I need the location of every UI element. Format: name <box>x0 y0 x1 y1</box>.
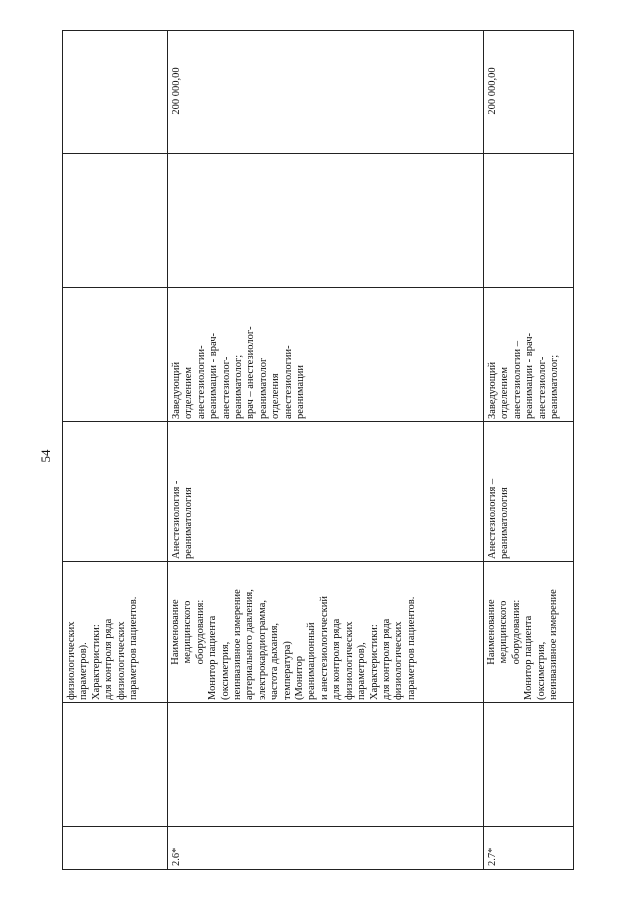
profile-line: реаниматология <box>183 487 195 559</box>
equipment-line: физиологических <box>343 621 355 700</box>
equipment-table <box>62 30 574 870</box>
equipment-line: Монитор пациента <box>523 615 535 700</box>
equipment-line: реанимационный <box>306 622 318 700</box>
equipment-line: медицинского <box>498 600 510 664</box>
table-row-1-number: 2.6* <box>171 847 182 866</box>
equipment-line: физиологических <box>66 621 77 700</box>
position-line: анестезиологии- <box>282 345 294 419</box>
position-line: анестезиологии- <box>195 345 207 419</box>
position-line: реанимации - врач- <box>524 333 536 419</box>
equipment-line: физиологических <box>115 621 127 700</box>
column-divider <box>63 421 573 422</box>
row-divider <box>483 31 484 869</box>
equipment-line: оборудования: <box>510 599 522 665</box>
equipment-line: параметров), <box>356 642 368 700</box>
position-line: реанимации - врач- <box>208 333 220 419</box>
equipment-line: Монитор пациента <box>207 615 219 700</box>
equipment-line: Характеристики: <box>90 624 102 700</box>
column-divider <box>63 287 573 288</box>
equipment-line: неинвазивное измерение <box>548 589 560 700</box>
position-line: реанимации <box>295 364 307 419</box>
position-line: реаниматолог <box>257 357 269 419</box>
equipment-line: и анестезиологический <box>318 596 330 700</box>
table-row-2-profile <box>487 424 512 559</box>
equipment-line: Наименование <box>486 599 497 665</box>
table-row-1-equipment <box>170 564 418 700</box>
position-line: отделением <box>499 366 511 419</box>
column-divider <box>63 561 573 562</box>
equipment-line: электрокардиограмма, <box>256 599 268 700</box>
equipment-line: для контроля ряда <box>331 618 343 700</box>
equipment-line: для контроля ряда <box>380 618 392 700</box>
equipment-line: для контроля ряда <box>103 618 115 700</box>
equipment-line: параметров). <box>78 642 90 700</box>
position-line: врач – анестезиолог- <box>245 326 257 419</box>
equipment-line: (оксиметрия, <box>535 641 547 700</box>
column-divider <box>63 826 573 827</box>
table-row-0-equipment <box>66 564 140 700</box>
position-line: отделения <box>270 373 282 419</box>
profile-line: Анестезиология - <box>171 480 182 559</box>
position-line: анестезиолог- <box>536 356 548 419</box>
row-divider <box>167 31 168 869</box>
table-row-2-number: 2.7* <box>487 847 498 866</box>
position-line: Заведующий <box>171 361 182 419</box>
table-row-1-price: 200 000,00 <box>171 67 182 115</box>
profile-line: Анестезиология – <box>487 478 498 559</box>
equipment-line: физиологических <box>393 621 405 700</box>
table-row-2-equipment <box>486 564 560 700</box>
equipment-line: температура) <box>281 641 293 700</box>
column-divider <box>63 702 573 703</box>
position-line: анестезиологии – <box>511 340 523 419</box>
position-line: отделением <box>183 366 195 419</box>
table-row-1-profile <box>171 424 196 559</box>
equipment-line: параметров пациентов. <box>128 596 140 700</box>
position-line: реаниматолог; <box>549 354 561 419</box>
equipment-line: (оксиметрия, <box>219 641 231 700</box>
page-number: 54 <box>38 449 53 463</box>
table-row-1-position <box>171 289 307 419</box>
equipment-line: Характеристики: <box>368 624 380 700</box>
profile-line: реаниматология <box>499 487 511 559</box>
equipment-line: медицинского <box>182 600 194 664</box>
rotated-table-wrapper <box>62 30 574 870</box>
equipment-line: (Монитор <box>294 655 306 700</box>
equipment-line: оборудования: <box>194 599 206 665</box>
equipment-line: Наименование <box>170 599 181 665</box>
equipment-line: артериального давления, <box>244 589 256 700</box>
equipment-line: частота дыхания, <box>269 622 281 700</box>
position-line: реаниматолог; <box>233 354 245 419</box>
column-divider <box>63 153 573 154</box>
equipment-line: параметров пациентов. <box>405 596 417 700</box>
position-line: Заведующий <box>487 361 498 419</box>
table-row-2-price: 200 000,00 <box>487 67 498 115</box>
table-row-2-position <box>487 289 561 419</box>
equipment-line: неинвазивное измерение <box>232 589 244 700</box>
position-line: анестезиолог- <box>220 356 232 419</box>
